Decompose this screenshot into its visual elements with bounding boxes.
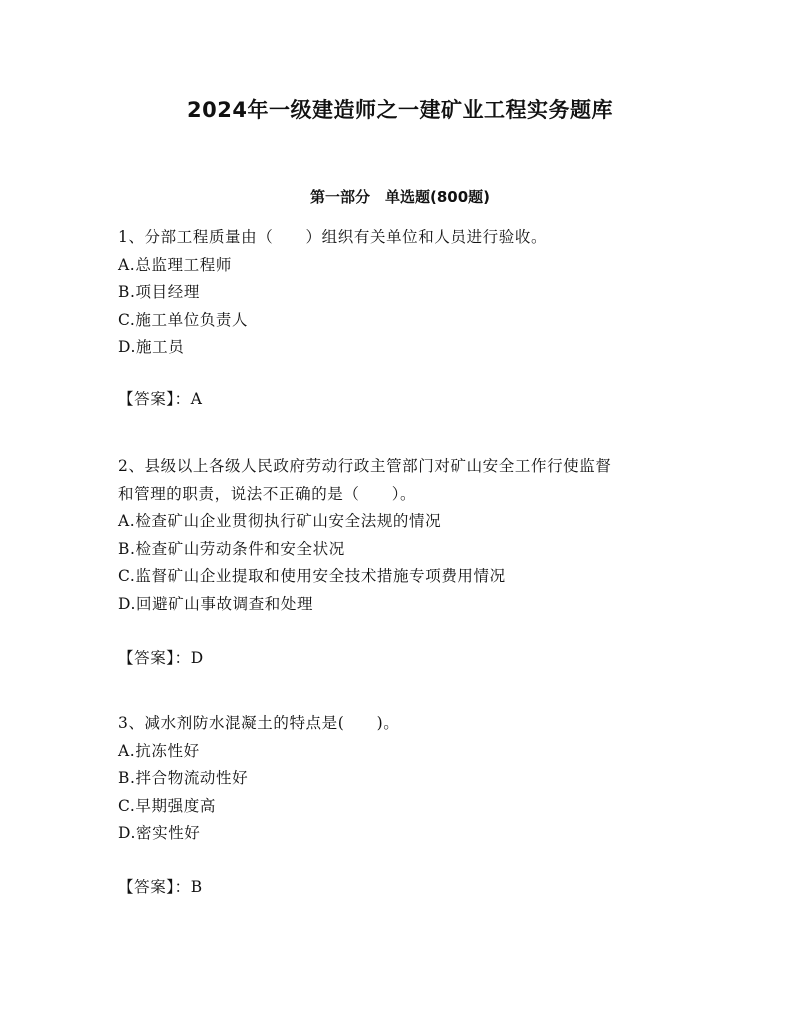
- answer-2: 【答案】：D: [118, 649, 204, 667]
- option-c: C.监督矿山企业提取和使用安全技术措施专项费用情况: [118, 567, 506, 585]
- option-c: C.施工单位负责人: [118, 310, 249, 329]
- option-d: D.回避矿山事故调查和处理: [118, 594, 314, 613]
- option-d: D.密实性好: [118, 824, 201, 842]
- question-stem-continued: 和管理的职责，说法不正确的是（ ）。: [118, 484, 417, 503]
- option-d: D.施工员: [118, 338, 185, 356]
- option-b: B.拌合物流动性好: [118, 769, 249, 787]
- answer-1: 【答案】：A: [118, 390, 203, 408]
- option-b: B.检查矿山劳动条件和安全状况: [118, 539, 345, 558]
- option-a: A.抗冻性好: [118, 741, 200, 760]
- question-stem: 3、减水剂防水混凝土的特点是( )。: [118, 714, 400, 732]
- question-stem: 1、分部工程质量由（ ）组织有关单位和人员进行验收。: [118, 228, 548, 246]
- question-1: [118, 224, 698, 362]
- section-title: 第一部分 单选题(800题): [309, 188, 491, 206]
- question-2: [118, 453, 698, 618]
- option-a: A.总监理工程师: [118, 255, 232, 274]
- question-stem: 2、县级以上各级人民政府劳动行政主管部门对矿山安全工作行使监督: [118, 457, 612, 475]
- option-c: C.早期强度高: [118, 796, 216, 815]
- answer-3: 【答案】：B: [118, 878, 203, 896]
- option-a: A.检查矿山企业贯彻执行矿山安全法规的情况: [118, 512, 442, 530]
- option-b: B.项目经理: [118, 283, 200, 301]
- document-title: 2024年一级建造师之一建矿业工程实务题库: [187, 98, 613, 122]
- question-3: [118, 710, 698, 848]
